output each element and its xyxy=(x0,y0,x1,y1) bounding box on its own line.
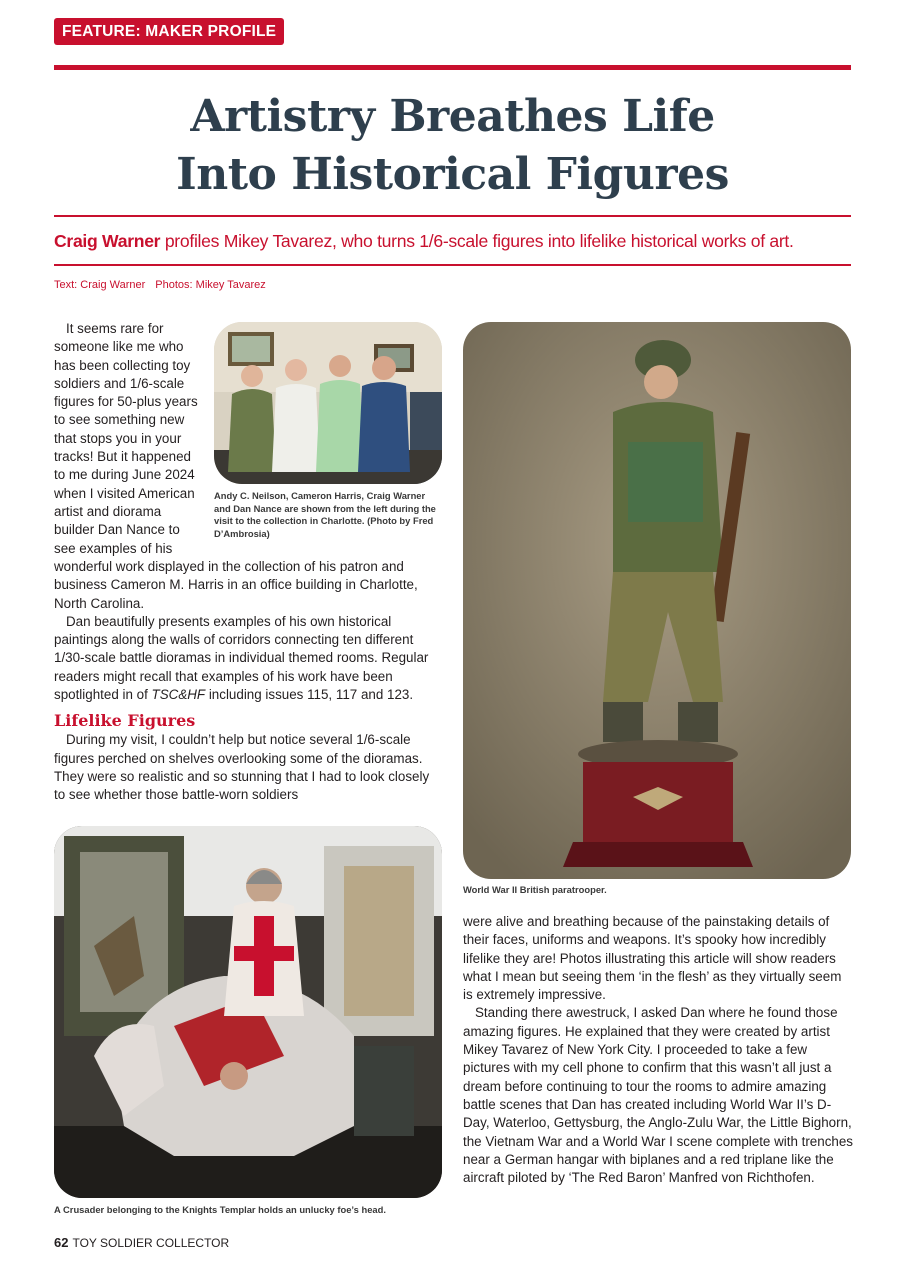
group-photo-caption: Andy C. Neilson, Cameron Harris, Craig Warner and Dan Nance are shown from the left during the visit to the collection in Charlotte. (Photo by Fred D’Ambrosia) xyxy=(214,490,436,539)
crusader-photo xyxy=(54,826,442,1198)
wrap-line: builder Dan Nance to xyxy=(54,522,180,538)
intro-wrap xyxy=(54,320,214,558)
wrap-line: It seems rare for xyxy=(66,321,164,336)
page-number: 62 xyxy=(54,1235,69,1250)
credit-text: Text: Craig Warner xyxy=(54,279,146,291)
standfirst-author: Craig Warner xyxy=(54,231,161,251)
p2-end: including issues 115, 117 and 123. xyxy=(205,687,414,703)
paragraph-2 xyxy=(54,613,444,704)
crusader-caption: A Crusader belonging to the Knights Templar holds an unlucky foe’s head. xyxy=(54,1204,386,1215)
standfirst-bottom-rule xyxy=(54,264,851,266)
headline xyxy=(54,88,851,204)
headline-line-1: Artistry Breathes Life xyxy=(190,91,715,142)
feature-tag: FEATURE: MAKER PROFILE xyxy=(54,18,284,45)
standfirst xyxy=(54,231,854,252)
group-photo xyxy=(214,322,442,484)
left-column-text xyxy=(54,558,444,805)
credits xyxy=(54,279,266,291)
paratrooper-caption: World War II British paratrooper. xyxy=(463,884,607,895)
magazine-name: TOY SOLDIER COLLECTOR xyxy=(72,1236,230,1250)
footer xyxy=(54,1235,229,1250)
wrap-line: to see something new xyxy=(54,412,185,428)
wrap-line: artist and diorama xyxy=(54,503,162,519)
p2-magazine: TSC&HF xyxy=(151,687,206,703)
paragraph-4: were alive and breathing because of the painstaking details of their faces, uniforms and weapons. It’s spooky how incredibly lifelike they are! Photos illustrating this article will show readers what I mean but seeing them ‘in the flesh’ as they virtually seem is extremely impressive. xyxy=(463,914,842,1003)
wrap-line: soldiers and 1/6-scale xyxy=(54,375,185,391)
paragraph-3: During my visit, I couldn’t help but notice several 1/6-scale figures perched on shelves overlooking some of the dioramas. They were so realistic and so stunning that I had to look closely to see whether those battle-worn soldiers xyxy=(54,732,430,803)
wrap-line: figures for 50-plus years xyxy=(54,394,198,410)
header-rule xyxy=(54,65,851,70)
right-column-text xyxy=(463,913,853,1187)
wrap-line: that stops you in your xyxy=(54,430,182,446)
wrap-line: someone like me who xyxy=(54,339,184,355)
standfirst-text: profiles Mikey Tavarez, who turns 1/6-scale figures into lifelike historical works of art. xyxy=(160,231,794,251)
paragraph-5: Standing there awestruck, I asked Dan where he found those amazing figures. He explained that they were created by artist Mikey Tavarez of New York City. I proceeded to take a few pictures with my cell phone to confirm that this wasn’t all just a dream before continuing to tour the rooms to admire amazing battle scenes that Dan has created including World War II’s D-Day, Waterloo, Gettysburg, the Anglo-Zulu War, the Little Bighorn, the Vietnam War and a World War I scene complete with trenches near a German hangar with biplanes and a red triplane like the aircraft piloted by ‘The Red Baron’ Manfred von Richthofen. xyxy=(463,1005,853,1186)
wrap-line: tracks! But it happened xyxy=(54,449,191,465)
subhead: Lifelike Figures xyxy=(54,711,196,731)
standfirst-top-rule xyxy=(54,215,851,217)
p2-text: Dan beautifully presents examples of his own historical paintings along the walls of corridors connecting ten different 1/30-scale battle dioramas in individual themed rooms. Regular readers might recall that examples of his work have been spotlighted in of xyxy=(54,613,429,703)
credit-photos: Photos: Mikey Tavarez xyxy=(155,279,266,291)
wrap-line: when I visited American xyxy=(54,485,195,501)
headline-line-2: Into Historical Figures xyxy=(176,149,729,200)
wrap-line: see examples of his xyxy=(54,540,173,556)
wrap-line: has been collecting toy xyxy=(54,357,191,373)
wrap-line: to me during June 2024 xyxy=(54,467,195,483)
paratrooper-photo xyxy=(463,322,851,879)
paragraph-1-end: wonderful work displayed in the collection of his patron and business Cameron M. Harris in an office building in Charlotte, North Carolina. xyxy=(54,559,418,611)
